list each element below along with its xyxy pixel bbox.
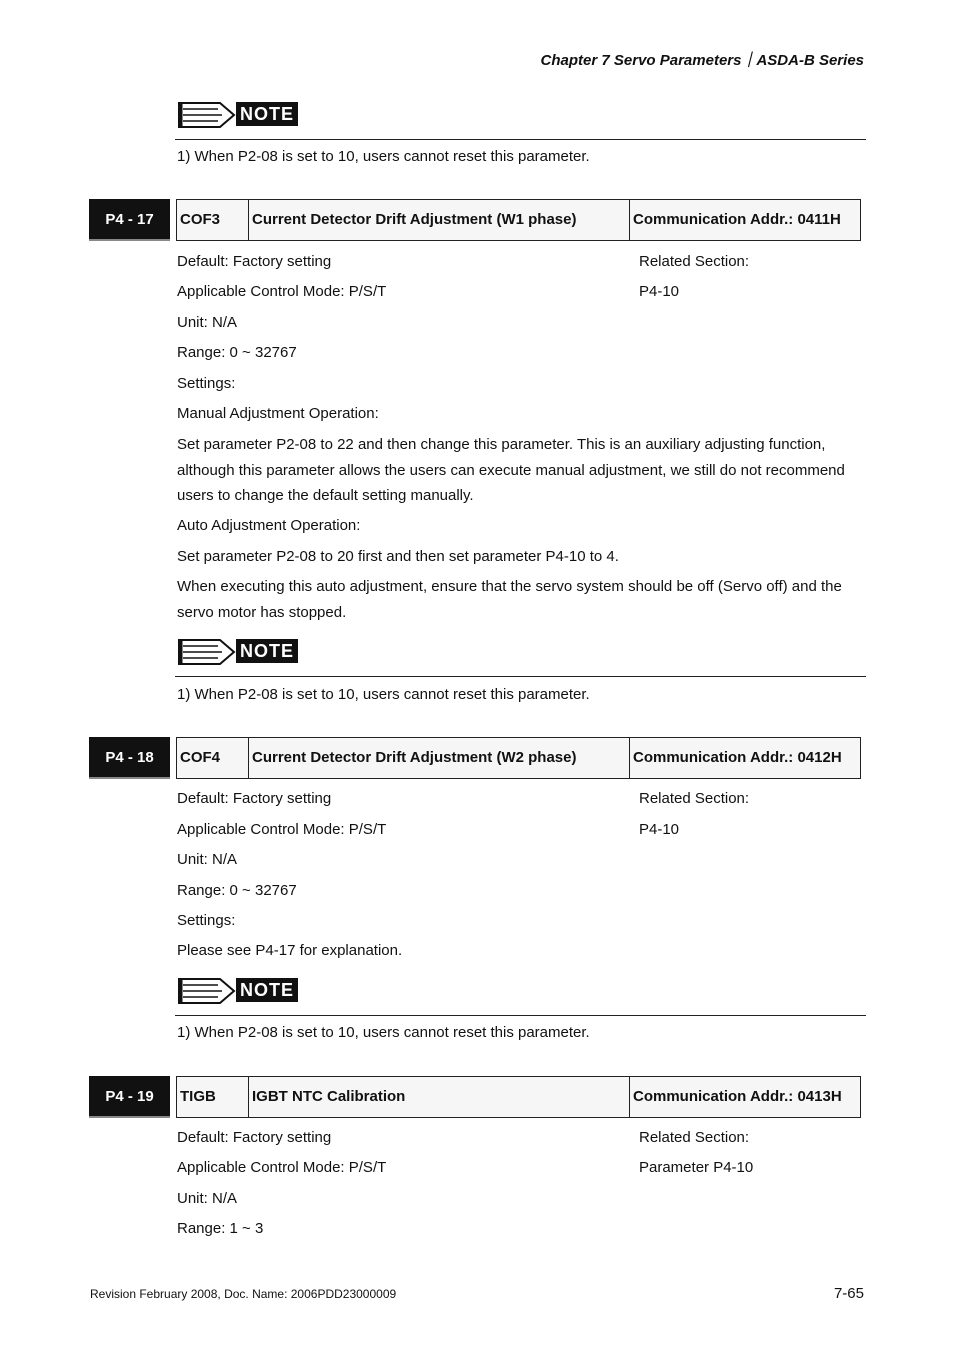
auto-adjust-text: Set parameter P2-08 to 20 first and then set parameter P4-10 to 4. <box>177 548 619 565</box>
param-default: Default: Factory setting <box>177 253 332 270</box>
param-default: Default: Factory setting <box>177 790 332 807</box>
param-comm-addr: Communication Addr.: 0413H <box>633 1088 842 1105</box>
auto-adjust-heading: Auto Adjustment Operation: <box>177 517 361 534</box>
param-id: P4 - 19 <box>89 1076 170 1118</box>
note-divider <box>175 1015 866 1016</box>
param-control-mode: Applicable Control Mode: P/S/T <box>177 821 387 838</box>
note-divider <box>175 139 866 140</box>
param-control-mode: Applicable Control Mode: P/S/T <box>177 283 387 300</box>
note-text: 1) When P2-08 is set to 10, users cannot reset this parameter. <box>177 148 590 165</box>
note-badge <box>178 976 300 1006</box>
note-divider <box>175 676 866 677</box>
related-section-value: Parameter P4-10 <box>639 1159 754 1176</box>
manual-adjust-text: Set parameter P2-08 to 22 and then change this parameter. This is an auxiliary adjusting function, although this parameter allows the users can execute manual adjustment, we still do not recommend users to change the default setting manually. <box>177 436 845 504</box>
related-section-label: Related Section: <box>639 790 750 807</box>
param-range: Range: 1 ~ 3 <box>177 1220 264 1237</box>
param-abbr: TIGB <box>177 1077 249 1117</box>
related-section-label: Related Section: <box>639 1129 750 1146</box>
param-comm-addr: Communication Addr.: 0412H <box>633 749 842 766</box>
param-unit: Unit: N/A <box>177 1190 238 1207</box>
chapter-header: Chapter 7 Servo Parameters｜ASDA-B Series <box>540 52 864 69</box>
param-unit: Unit: N/A <box>177 314 238 331</box>
note-pointer-icon <box>178 100 236 130</box>
manual-adjust-heading: Manual Adjustment Operation: <box>177 405 379 422</box>
related-section-value: P4-10 <box>639 821 680 838</box>
note-label: NOTE <box>236 978 298 1002</box>
param-name: IGBT NTC Calibration <box>249 1077 630 1117</box>
param-name: Current Detector Drift Adjustment (W1 phase) <box>249 200 630 240</box>
param-id: P4 - 18 <box>89 737 170 779</box>
param-control-mode: Applicable Control Mode: P/S/T <box>177 1159 387 1176</box>
param-comm-addr: Communication Addr.: 0411H <box>633 211 841 228</box>
param-settings-label: Settings: <box>177 375 236 392</box>
note-pointer-icon <box>178 637 236 667</box>
note-badge <box>178 637 300 667</box>
note-text: 1) When P2-08 is set to 10, users cannot reset this parameter. <box>177 686 590 703</box>
param-name: Current Detector Drift Adjustment (W2 phase) <box>249 738 630 778</box>
related-section-label: Related Section: <box>639 253 750 270</box>
note-text: 1) When P2-08 is set to 10, users cannot reset this parameter. <box>177 1024 590 1041</box>
param-header-table <box>176 737 861 779</box>
param-explanation: Please see P4-17 for explanation. <box>177 942 403 959</box>
param-range: Range: 0 ~ 32767 <box>177 344 297 361</box>
page-number: 7-65 <box>833 1285 864 1302</box>
param-settings-label: Settings: <box>177 912 236 929</box>
param-id: P4 - 17 <box>89 199 170 241</box>
param-abbr: COF4 <box>177 738 249 778</box>
footer-revision: Revision February 2008, Doc. Name: 2006PDD23000009 <box>90 1287 397 1301</box>
note-pointer-icon <box>178 976 236 1006</box>
param-header-table <box>176 199 861 241</box>
related-section-value: P4-10 <box>639 283 680 300</box>
param-range: Range: 0 ~ 32767 <box>177 882 297 899</box>
note-label: NOTE <box>236 102 298 126</box>
note-label: NOTE <box>236 639 298 663</box>
param-abbr: COF3 <box>177 200 249 240</box>
param-default: Default: Factory setting <box>177 1129 332 1146</box>
note-badge <box>178 100 300 130</box>
param-unit: Unit: N/A <box>177 851 238 868</box>
param-header-table <box>176 1076 861 1118</box>
auto-adjust-warning: When executing this auto adjustment, ensure that the servo system should be off (Servo off) and the servo motor has stopped. <box>177 578 842 621</box>
